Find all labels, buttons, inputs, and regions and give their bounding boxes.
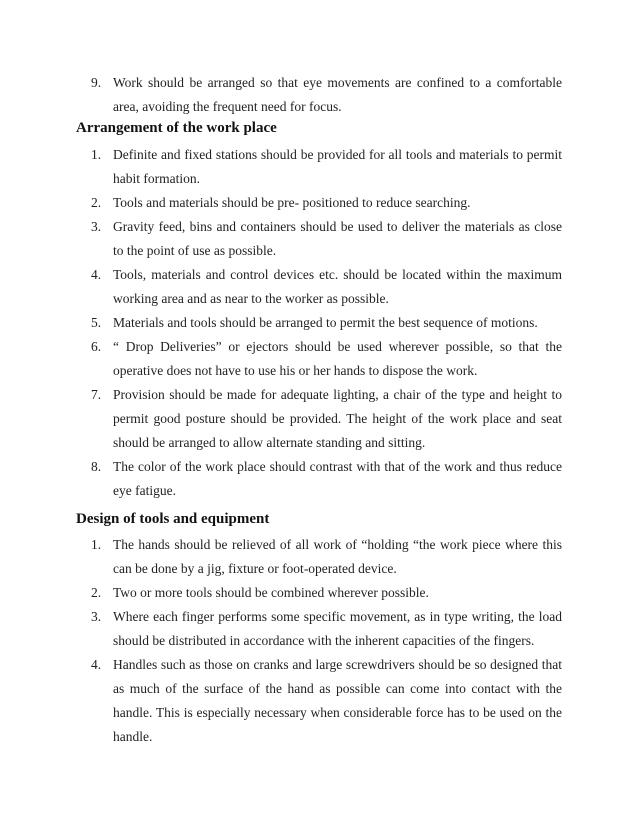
item-text: Tools and materials should be pre- positioned to reduce searching. <box>113 195 471 210</box>
item-text: Materials and tools should be arranged to permit the best sequence of motions. <box>113 315 538 330</box>
item-number: 4. <box>91 657 102 672</box>
list-item <box>91 311 562 335</box>
item-number: 3. <box>91 609 102 624</box>
item-text: The color of the work place should contrast with that of the work and thus reduce eye fatigue. <box>113 459 562 498</box>
list-item <box>91 653 562 749</box>
list-item <box>91 581 562 605</box>
design-list <box>91 533 562 749</box>
item-number: 1. <box>91 537 102 552</box>
item-text: Work should be arranged so that eye movements are confined to a comfortable area, avoiding the frequent need for focus. <box>113 75 562 114</box>
list-item <box>91 605 562 653</box>
list-item <box>91 143 562 191</box>
item-number: 4. <box>91 267 102 282</box>
item-number: 5. <box>91 315 102 330</box>
section-heading-design: Design of tools and equipment <box>76 511 270 527</box>
item-text: Handles such as those on cranks and large screwdrivers should be so designed that as much of the surface of the hand as possible can come into contact with the handle. This is especially necessary when considerable force has to be used on the handle. <box>113 657 562 744</box>
item-number: 6. <box>91 339 102 354</box>
item-number: 2. <box>91 195 102 210</box>
list-item <box>91 383 562 455</box>
item-text: Definite and fixed stations should be provided for all tools and materials to permit habit formation. <box>113 147 562 186</box>
list-item <box>91 191 562 215</box>
item-text: The hands should be relieved of all work of “holding “the work piece where this can be done by a jig, fixture or foot-operated device. <box>113 537 562 576</box>
list-item <box>91 533 562 581</box>
list-item <box>91 263 562 311</box>
item-number: 9. <box>91 75 102 90</box>
arrangement-list <box>91 143 562 503</box>
item-text: “ Drop Deliveries” or ejectors should be used wherever possible, so that the operative does not have to use his or her hands to dispose the work. <box>113 339 562 378</box>
item-text: Tools, materials and control devices etc. should be located within the maximum working area and as near to the worker as possible. <box>113 267 562 306</box>
item-number: 1. <box>91 147 102 162</box>
section-heading-arrangement: Arrangement of the work place <box>76 120 277 136</box>
item-number: 3. <box>91 219 102 234</box>
item-text: Gravity feed, bins and containers should be used to deliver the materials as close to the point of use as possible. <box>113 219 562 258</box>
list-item <box>91 455 562 503</box>
item-text: Provision should be made for adequate lighting, a chair of the type and height to permit good posture should be provided. The height of the work place and seat should be arranged to allow alternate standing and sitting. <box>113 387 562 450</box>
list-item <box>91 71 562 119</box>
item-text: Where each finger performs some specific movement, as in type writing, the load should be distributed in accordance with the inherent capacities of the fingers. <box>113 609 562 648</box>
item-number: 7. <box>91 387 102 402</box>
item-number: 2. <box>91 585 102 600</box>
intro-list <box>91 71 562 119</box>
list-item <box>91 215 562 263</box>
item-number: 8. <box>91 459 102 474</box>
item-text: Two or more tools should be combined wherever possible. <box>113 585 429 600</box>
list-item <box>91 335 562 383</box>
